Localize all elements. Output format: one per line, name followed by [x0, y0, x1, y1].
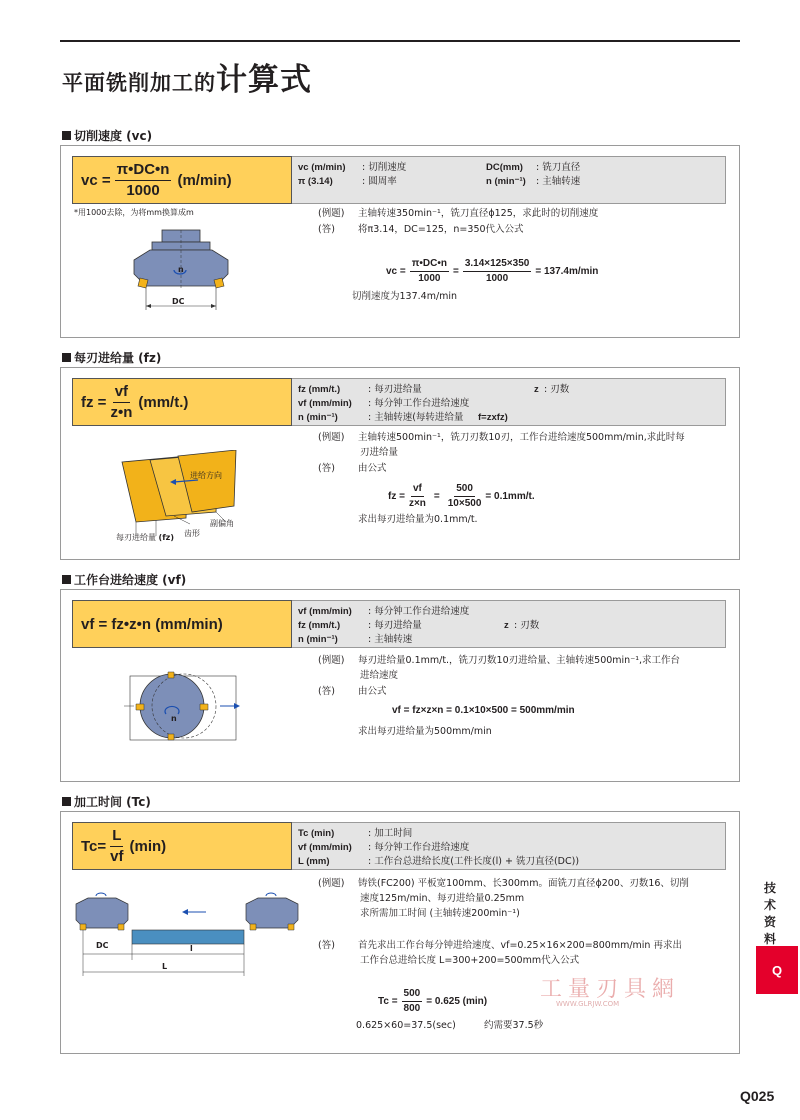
- page-number: Q025: [740, 1088, 775, 1104]
- example-tc-cont1: 速度125m/min、每刃进给量0.25mm: [360, 893, 525, 904]
- diameter-label-dc: DC: [172, 297, 185, 306]
- machining-time-figure: [70, 890, 310, 984]
- formula-fraction: $\frac{\pi•DC•n}{1000}$: [116, 161, 170, 199]
- legend-box-vc: vc (m/min) : 切削速度 DC(mm) : 铣刀直径 π (3.14) : 圆周率 n (min⁻¹) : 主轴转速: [292, 156, 726, 204]
- formula-fraction: $\frac{vf}{z•n}$: [110, 383, 133, 421]
- example-vc: (例题) 主轴转速350min⁻¹，铣刀直径ϕ125，求此时的切削速度: [318, 208, 599, 219]
- fz-figure-label: 每刃进给量 (fz): [116, 533, 174, 542]
- tooth-profile-label: 齿形: [184, 529, 200, 538]
- section-heading-fz: 每刃进给量 (fz): [62, 349, 161, 366]
- page-title-main: 计算式: [216, 62, 312, 98]
- answer-vf: (答) 由公式: [318, 686, 387, 697]
- example-tc: (例题) 铸铁(FC200) 平板宽100mm、长300mm。面铣刀直径ϕ200、刃数16、切削: [318, 878, 689, 889]
- table-feed-figure: [120, 664, 250, 748]
- formula-box-vf: vf = fz•z•n (mm/min): [72, 600, 292, 648]
- tc-l-small-label: l: [190, 944, 193, 953]
- rotation-label-n-vf: n: [171, 714, 177, 723]
- minor-angle-label: 副偏角: [210, 519, 234, 528]
- answer-tc: (答) 首先求出工作台每分钟进给速度、vf=0.25×16×200=800mm/min 再求出: [318, 940, 682, 951]
- side-tab-q[interactable]: Q: [756, 946, 798, 994]
- section-heading-vf: 工作台进给速度 (vf): [62, 571, 186, 588]
- example-tc-cont2: 求所需加工时间 (主轴转速200min⁻¹): [360, 908, 520, 919]
- formula-box-vc: vc = $\frac{\pi•DC•n}{1000}$ (m/min): [72, 156, 292, 204]
- section-heading-vc: 切削速度 (vc): [62, 127, 152, 144]
- tc-L-label: L: [162, 962, 168, 971]
- answer-vc: (答) 将π3.14，DC=125，n=350代入公式: [318, 224, 524, 235]
- page-title: [62, 54, 312, 99]
- calculation-tc: Tc = $\frac{500}{800}$ = 0.625 (min): [378, 988, 488, 1014]
- section-heading-tc: 加工时间 (Tc): [62, 793, 151, 810]
- result-tc-seconds: 0.625×60=37.5(sec): [356, 1020, 456, 1031]
- calculation-fz: fz = $\frac{vf}{z\times n}$ = $\frac{500}{10\times 500}$ = 0.1mm/t.: [388, 483, 535, 509]
- note-vc: *用1000去除，为将mm换算成m: [74, 208, 194, 217]
- result-vf: 求出每刃进给量为500mm/min: [358, 726, 492, 737]
- formula-fraction: $\frac{L}{vf}$: [110, 827, 124, 865]
- example-fz-cont: 刃进给量: [360, 447, 399, 458]
- calculation-vc: vc = $\frac{\pi•DC•n}{1000}$ = $\frac{3.14\times 125\times 350}{1000}$ = 137.4m/min: [386, 258, 599, 284]
- formula-box-fz: fz = $\frac{vf}{z•n}$ (mm/t.): [72, 378, 292, 426]
- rotation-label-n: n: [178, 265, 184, 274]
- feed-direction-label: 进给方向: [190, 471, 222, 480]
- result-tc-approx: 约需要37.5秒: [484, 1020, 544, 1031]
- example-fz: (例题) 主轴转速500min⁻¹，铣刀刃数10刃，工作台进给速度500mm/min,求此时每: [318, 432, 685, 443]
- calculation-vf: vf = fz×z×n = 0.1×10×500 = 500mm/min: [392, 705, 575, 716]
- top-rule: [60, 40, 740, 42]
- watermark-url: WWW.GLRJW.COM: [556, 1000, 620, 1008]
- result-fz: 求出每刃进给量为0.1mm/t.: [358, 514, 478, 525]
- answer-tc-cont: 工作台总进给长度 L=300+200=500mm代入公式: [360, 955, 580, 966]
- side-tab-label: 技术资料: [763, 881, 776, 946]
- tc-dc-label: DC: [96, 941, 109, 950]
- formula-box-tc: Tc= $\frac{L}{vf}$ (min): [72, 822, 292, 870]
- example-vf-cont: 进给速度: [360, 670, 399, 681]
- example-vf: (例题) 每刃进给量0.1mm/t.，铣刀刃数10刃进给量、主轴转速500min⁻¹,求工作台: [318, 655, 681, 666]
- watermark-text: 工量刃具網: [540, 977, 681, 1002]
- page-title-prefix: 平面铣削加工的: [62, 71, 216, 95]
- legend-box-tc: Tc (min) : 加工时间 vf (mm/min) : 每分钟工作台进给速度 L (mm) : 工作台总进给长度(工件长度(l) + 铣刀直径(DC)): [292, 822, 726, 870]
- answer-fz: (答) 由公式: [318, 463, 387, 474]
- result-vc: 切削速度为137.4m/min: [352, 291, 458, 302]
- legend-box-fz: fz (mm/t.) : 每刃进给量 z : 刃数 vf (mm/min) : 每分钟工作台进给速度 n (min⁻¹) : 主轴转速(每转进给量 f=zxfz): [292, 378, 726, 426]
- legend-box-vf: vf (mm/min) : 每分钟工作台进给速度 fz (mm/t.) : 每刃进给量 z : 刃数 n (min⁻¹) : 主轴转速: [292, 600, 726, 648]
